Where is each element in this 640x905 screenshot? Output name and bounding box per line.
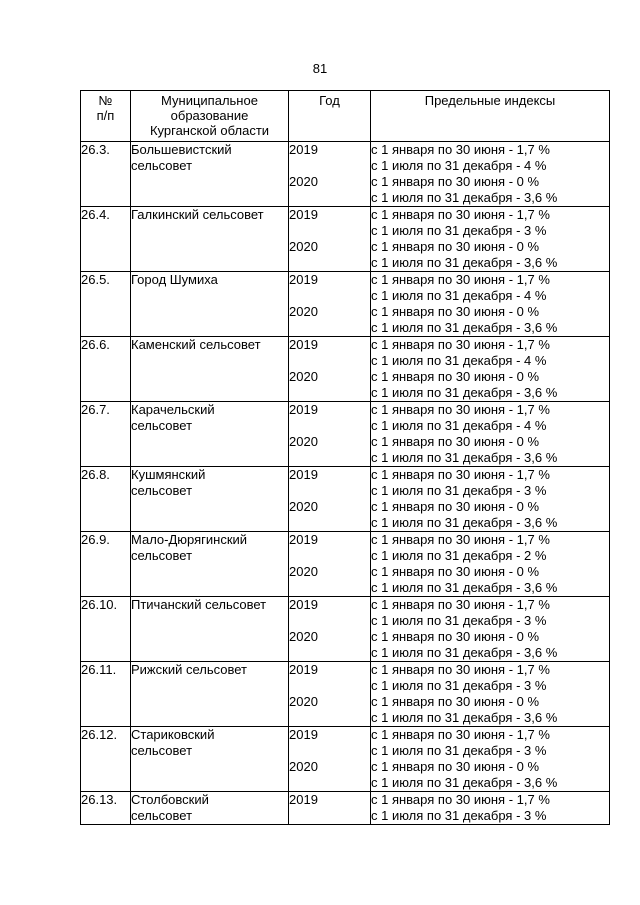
year-value: 2020 — [289, 499, 318, 514]
municipality-name — [131, 337, 289, 402]
municipality-name-line: Птичанский сельсовет — [131, 597, 267, 612]
year-value: 2020 — [289, 304, 318, 319]
row-number: 26.12. — [81, 727, 131, 792]
year-value: 2019 — [289, 467, 318, 482]
municipality-name-line: сельсовет — [131, 418, 193, 433]
limit-index-line: с 1 января по 30 июня - 0 % — [371, 369, 540, 384]
header-year: Год — [289, 91, 371, 142]
limit-index-cell — [371, 467, 610, 532]
limit-index-line: с 1 января по 30 июня - 1,7 % — [371, 337, 550, 352]
year-cell — [289, 402, 371, 467]
limit-index-line: с 1 января по 30 июня - 1,7 % — [371, 662, 550, 677]
municipality-name-line: сельсовет — [131, 158, 193, 173]
municipality-name-line: сельсовет — [131, 483, 193, 498]
row-number: 26.6. — [81, 337, 131, 402]
header-num-line: № — [98, 93, 113, 108]
limit-index-line: с 1 января по 30 июня - 0 % — [371, 629, 540, 644]
year-value: 2020 — [289, 694, 318, 709]
limit-index-line: с 1 июля по 31 декабря - 3,6 % — [371, 710, 558, 725]
table-row — [81, 142, 610, 207]
limit-index-line: с 1 января по 30 июня - 1,7 % — [371, 207, 550, 222]
year-value: 2019 — [289, 142, 318, 157]
header-num-line: п/п — [96, 108, 115, 123]
limit-index-line: с 1 июля по 31 декабря - 2 % — [371, 548, 547, 563]
year-value: 2020 — [289, 759, 318, 774]
limit-index-line: с 1 января по 30 июня - 1,7 % — [371, 142, 550, 157]
table-header-row — [81, 91, 610, 142]
municipality-name — [131, 467, 289, 532]
table-body — [81, 142, 610, 825]
year-cell — [289, 467, 371, 532]
limit-index-line: с 1 января по 30 июня - 0 % — [371, 564, 540, 579]
year-value: 2019 — [289, 597, 318, 612]
municipality-name — [131, 207, 289, 272]
limit-index-line: с 1 июля по 31 декабря - 4 % — [371, 418, 547, 433]
limit-index-line: с 1 января по 30 июня - 1,7 % — [371, 402, 550, 417]
year-value: 2020 — [289, 239, 318, 254]
limit-index-cell — [371, 662, 610, 727]
year-cell — [289, 207, 371, 272]
year-value: 2019 — [289, 727, 318, 742]
year-cell — [289, 272, 371, 337]
row-number: 26.13. — [81, 792, 131, 825]
spacer — [289, 678, 370, 694]
table-row — [81, 402, 610, 467]
row-number: 26.10. — [81, 597, 131, 662]
row-number: 26.7. — [81, 402, 131, 467]
year-value: 2019 — [289, 662, 318, 677]
municipality-name — [131, 142, 289, 207]
limit-index-line: с 1 июля по 31 декабря - 3 % — [371, 483, 547, 498]
limit-index-line: с 1 января по 30 июня - 0 % — [371, 759, 540, 774]
limit-index-cell — [371, 337, 610, 402]
table-row — [81, 207, 610, 272]
year-value: 2019 — [289, 532, 318, 547]
municipality-name — [131, 662, 289, 727]
year-cell — [289, 337, 371, 402]
limit-index-line: с 1 июля по 31 декабря - 3,6 % — [371, 515, 558, 530]
header-limit-indices: Предельные индексы — [371, 91, 610, 142]
spacer — [289, 613, 370, 629]
municipality-name-line: Город Шумиха — [131, 272, 218, 287]
year-cell — [289, 662, 371, 727]
year-value: 2019 — [289, 337, 318, 352]
municipality-name — [131, 402, 289, 467]
municipality-name — [131, 597, 289, 662]
header-municipality-line: Муниципальное — [161, 93, 258, 108]
table-row — [81, 467, 610, 532]
limit-index-cell — [371, 532, 610, 597]
table-row — [81, 597, 610, 662]
year-value: 2019 — [289, 792, 318, 807]
municipality-name-line: Галкинский сельсовет — [131, 207, 264, 222]
header-municipality-line: образование — [170, 108, 249, 123]
table-row — [81, 532, 610, 597]
limit-index-line: с 1 января по 30 июня - 0 % — [371, 499, 540, 514]
year-value: 2019 — [289, 272, 318, 287]
year-value: 2020 — [289, 369, 318, 384]
municipality-name — [131, 272, 289, 337]
municipality-name-line: сельсовет — [131, 548, 193, 563]
limit-index-line: с 1 июля по 31 декабря - 3 % — [371, 743, 547, 758]
year-value: 2020 — [289, 564, 318, 579]
limit-index-line: с 1 января по 30 июня - 0 % — [371, 694, 540, 709]
municipality-name-line: Большевистский — [131, 142, 232, 157]
limit-index-line: с 1 января по 30 июня - 1,7 % — [371, 792, 550, 807]
year-cell — [289, 727, 371, 792]
limit-index-line: с 1 июля по 31 декабря - 3 % — [371, 808, 547, 823]
row-number: 26.9. — [81, 532, 131, 597]
limit-index-line: с 1 января по 30 июня - 0 % — [371, 434, 540, 449]
year-value: 2020 — [289, 174, 318, 189]
municipality-name — [131, 792, 289, 825]
table-row — [81, 727, 610, 792]
limit-index-line: с 1 июля по 31 декабря - 4 % — [371, 158, 547, 173]
limit-index-line: с 1 июля по 31 декабря - 4 % — [371, 353, 547, 368]
year-cell — [289, 142, 371, 207]
limit-index-cell — [371, 272, 610, 337]
year-value: 2020 — [289, 629, 318, 644]
limit-index-cell — [371, 597, 610, 662]
limit-index-line: с 1 июля по 31 декабря - 3 % — [371, 678, 547, 693]
table-row — [81, 662, 610, 727]
limit-index-line: с 1 января по 30 июня - 1,7 % — [371, 467, 550, 482]
limit-index-line: с 1 июля по 31 декабря - 3 % — [371, 613, 547, 628]
limit-index-line: с 1 июля по 31 декабря - 3,6 % — [371, 775, 558, 790]
limit-index-line: с 1 января по 30 июня - 0 % — [371, 304, 540, 319]
year-cell — [289, 792, 371, 825]
municipality-name — [131, 727, 289, 792]
municipality-name — [131, 532, 289, 597]
year-value: 2019 — [289, 402, 318, 417]
municipality-name-line: Столбовский — [131, 792, 209, 807]
limit-index-line: с 1 июля по 31 декабря - 3,6 % — [371, 450, 558, 465]
year-cell — [289, 597, 371, 662]
municipality-name-line: сельсовет — [131, 808, 193, 823]
limit-index-line: с 1 января по 30 июня - 0 % — [371, 174, 540, 189]
row-number: 26.8. — [81, 467, 131, 532]
limit-index-line: с 1 июля по 31 декабря - 3,6 % — [371, 320, 558, 335]
spacer — [289, 223, 370, 239]
municipality-name-line: Мало-Дюрягинский — [131, 532, 248, 547]
header-municipality-line: Курганской области — [149, 123, 270, 138]
row-number: 26.5. — [81, 272, 131, 337]
table-row — [81, 272, 610, 337]
limit-index-line: с 1 января по 30 июня - 1,7 % — [371, 532, 550, 547]
municipality-name-line: Кушмянский — [131, 467, 206, 482]
municipality-name-line: Рижский сельсовет — [131, 662, 247, 677]
limit-index-line: с 1 июля по 31 декабря - 3,6 % — [371, 385, 558, 400]
spacer — [289, 483, 370, 499]
spacer — [289, 158, 370, 174]
table-row — [81, 792, 610, 825]
limit-index-cell — [371, 402, 610, 467]
spacer — [289, 548, 370, 564]
spacer — [289, 743, 370, 759]
spacer — [289, 288, 370, 304]
limit-index-cell — [371, 142, 610, 207]
year-cell — [289, 532, 371, 597]
limit-index-line: с 1 января по 30 июня - 1,7 % — [371, 272, 550, 287]
limit-index-line: с 1 января по 30 июня - 0 % — [371, 239, 540, 254]
table-row — [81, 337, 610, 402]
limit-index-line: с 1 января по 30 июня - 1,7 % — [371, 597, 550, 612]
year-value: 2019 — [289, 207, 318, 222]
municipality-name-line: Каменский сельсовет — [131, 337, 261, 352]
header-municipality — [131, 91, 289, 142]
row-number: 26.4. — [81, 207, 131, 272]
limit-index-cell — [371, 727, 610, 792]
municipality-name-line: Стариковский — [131, 727, 215, 742]
spacer — [289, 353, 370, 369]
limit-index-line: с 1 июля по 31 декабря - 4 % — [371, 288, 547, 303]
limit-index-line: с 1 июля по 31 декабря - 3,6 % — [371, 580, 558, 595]
limit-index-line: с 1 июля по 31 декабря - 3,6 % — [371, 255, 558, 270]
limit-index-cell — [371, 792, 610, 825]
limit-index-line: с 1 июля по 31 декабря - 3,6 % — [371, 645, 558, 660]
page-number: 81 — [312, 61, 328, 76]
limit-index-line: с 1 января по 30 июня - 1,7 % — [371, 727, 550, 742]
header-num — [81, 91, 131, 142]
row-number: 26.11. — [81, 662, 131, 727]
municipality-name-line: Карачельский — [131, 402, 215, 417]
limit-indices-table — [80, 90, 610, 825]
limit-index-line: с 1 июля по 31 декабря - 3,6 % — [371, 190, 558, 205]
limit-index-cell — [371, 207, 610, 272]
year-value: 2020 — [289, 434, 318, 449]
limit-index-line: с 1 июля по 31 декабря - 3 % — [371, 223, 547, 238]
row-number: 26.3. — [81, 142, 131, 207]
municipality-name-line: сельсовет — [131, 743, 193, 758]
spacer — [289, 418, 370, 434]
